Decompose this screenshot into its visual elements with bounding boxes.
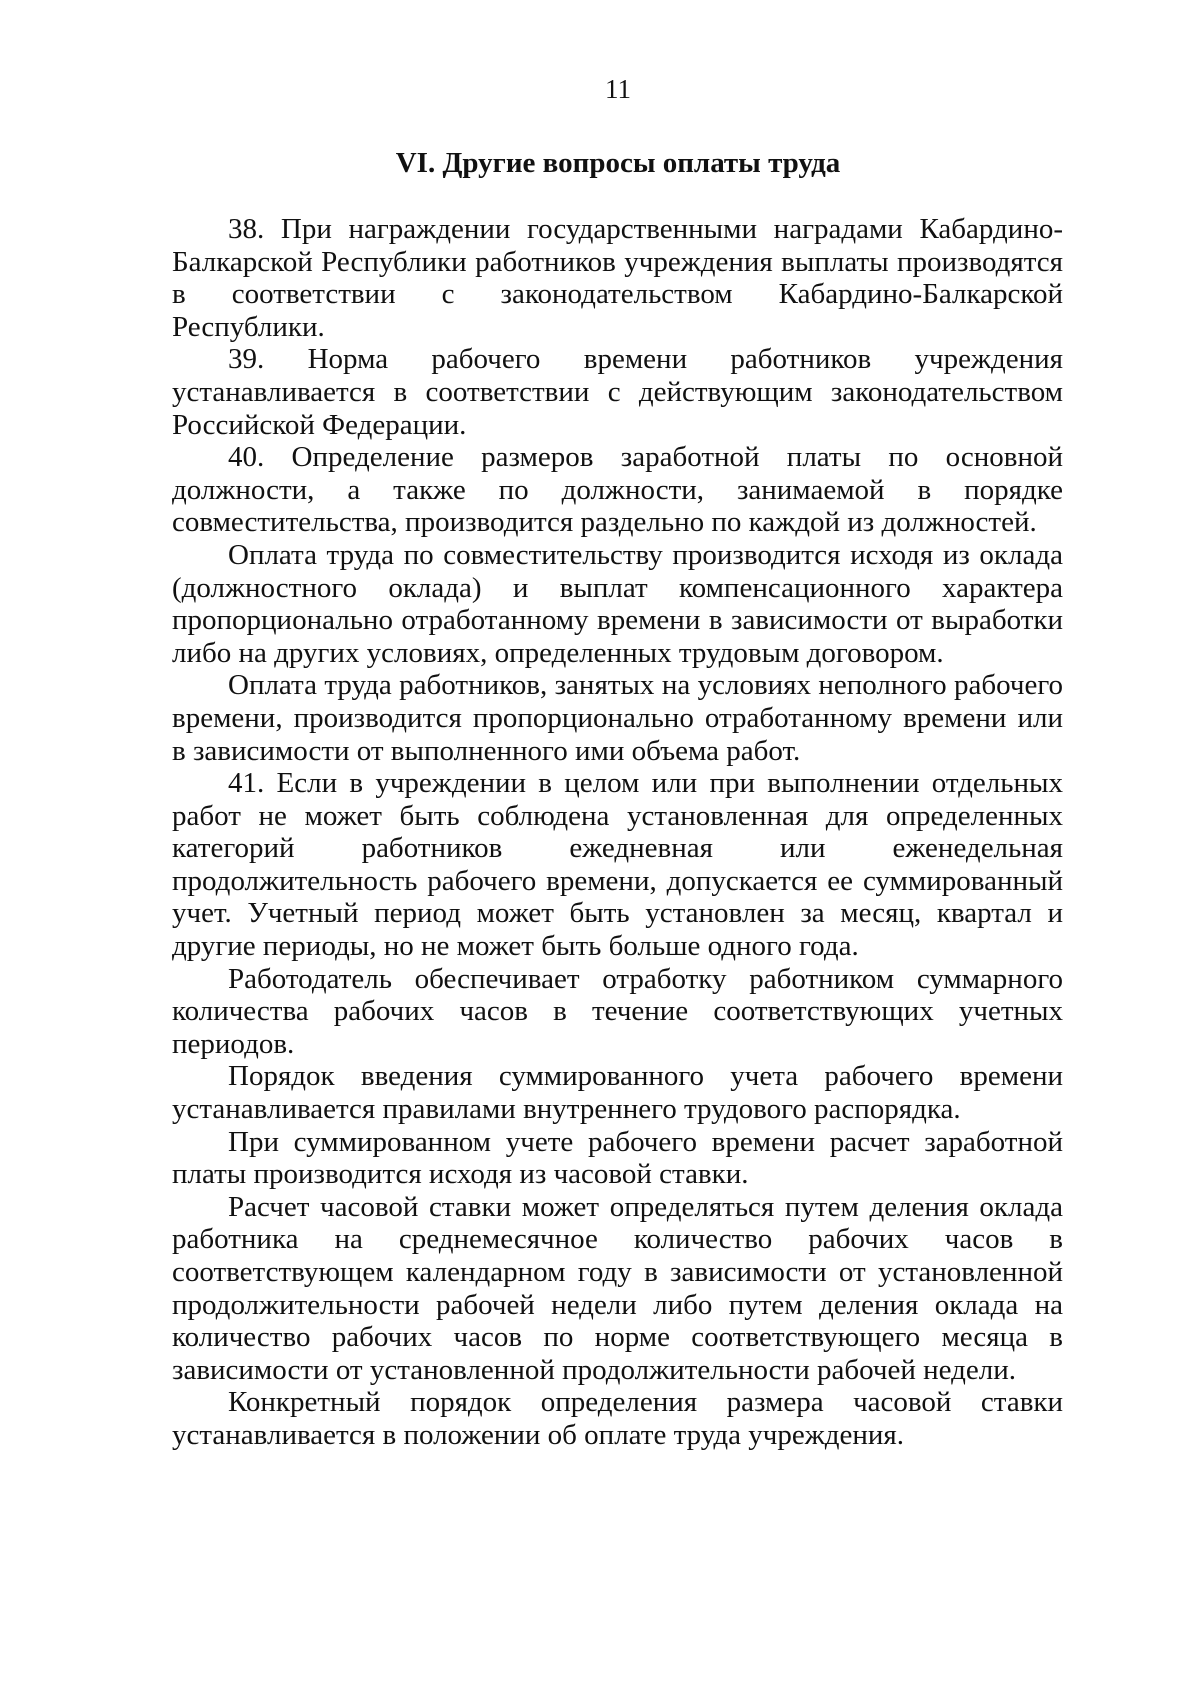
paragraph-38: 38. При награждении государственными наградами Кабардино-Балкарской Республики работников учреждения выплаты производятся в соответствии с законодательством Кабардино-Балкарской Республики. bbox=[172, 213, 1063, 343]
paragraph-41-hourly-rate-calculation: Расчет часовой ставки может определяться путем деления оклада работника на среднемесячное количество рабочих часов в соответствующем календарном году в зависимости от установленной продолжительности рабочей недели либо путем деления оклада на количество рабочих часов по норме соответствующего месяца в зависимости от установленной продолжительности рабочей недели. bbox=[172, 1190, 1063, 1386]
paragraph-41-hourly-rate-basis: При суммированном учете рабочего времени расчет заработной платы производится исходя из часовой ставки. bbox=[172, 1125, 1063, 1191]
page-number: 11 bbox=[605, 74, 631, 104]
paragraph-41-summary-accounting-order: Порядок введения суммированного учета рабочего времени устанавливается правилами внутреннего трудового распорядка. bbox=[172, 1060, 1063, 1126]
paragraph-40: 40. Определение размеров заработной платы по основной должности, а также по должности, занимаемой в порядке совместительства, производится раздельно по каждой из должностей. bbox=[172, 441, 1063, 539]
paragraph-39: 39. Норма рабочего времени работников учреждения устанавливается в соответствии с действующим законодательством Российской Федерации. bbox=[172, 343, 1063, 441]
paragraph-40-reduced-hours-pay: Оплата труда работников, занятых на условиях неполного рабочего времени, производится пропорционально отработанному времени или в зависимости от выполненного ими объема работ. bbox=[172, 669, 1063, 767]
paragraph-41: 41. Если в учреждении в целом или при выполнении отдельных работ не может быть соблюдена установленная для определенных категорий работников ежедневная или еженедельная продолжительность рабочего времени, допускается ее суммированный учет. Учетный период может быть установлен за месяц, квартал и другие периоды, но не может быть больше одного года. bbox=[172, 767, 1063, 963]
section-title: VI. Другие вопросы оплаты труда bbox=[395, 147, 841, 179]
paragraph-40-part-time-pay: Оплата труда по совместительству производится исходя из оклада (должностного оклада) и выплат компенсационного характера пропорционально отработанному времени в зависимости от выработки либо на других условиях, определенных трудовым договором. bbox=[172, 538, 1063, 669]
paragraph-41-employer-obligation: Работодатель обеспечивает отработку работником суммарного количества рабочих часов в течение соответствующих учетных периодов. bbox=[172, 962, 1063, 1060]
paragraph-41-hourly-rate-regulation: Конкретный порядок определения размера часовой ставки устанавливается в положении об оплате труда учреждения. bbox=[172, 1386, 1063, 1451]
document-body bbox=[172, 213, 1063, 1452]
